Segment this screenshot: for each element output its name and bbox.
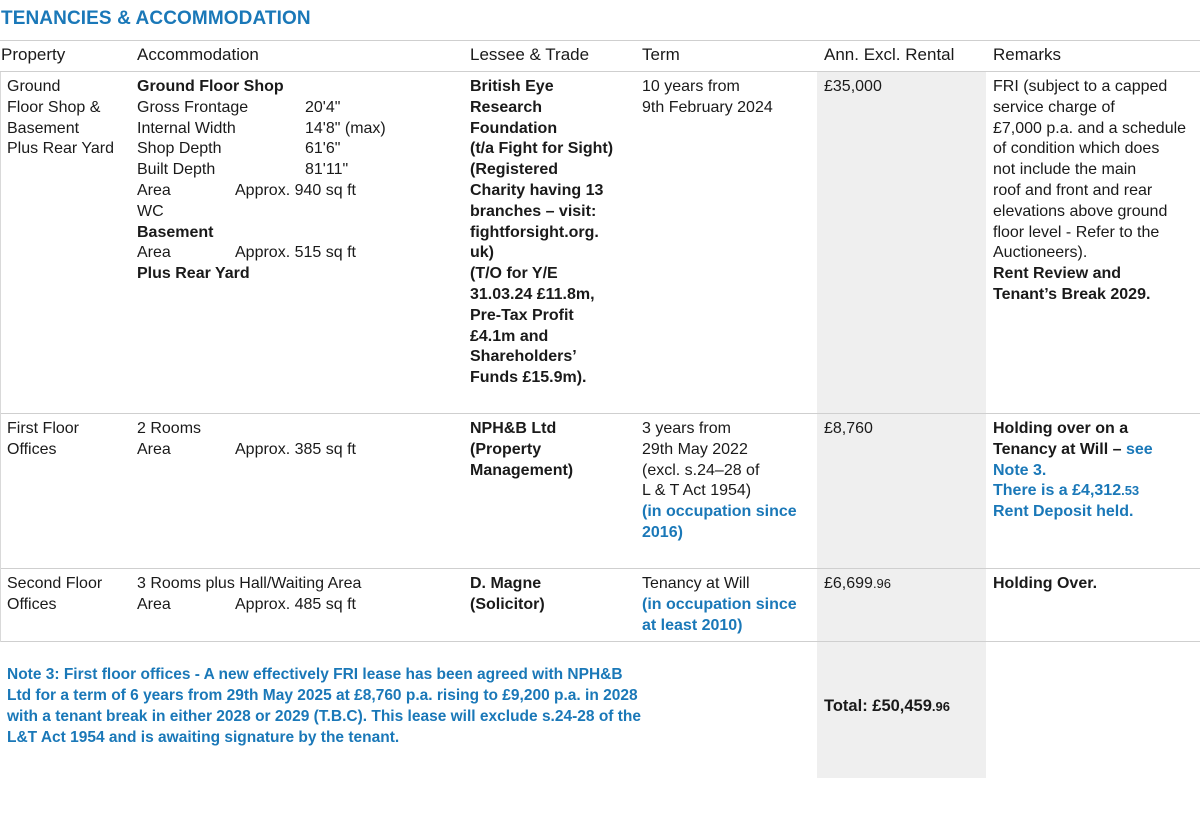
internal-width-value: 14'8" (max) — [305, 119, 386, 137]
row2-rental — [824, 419, 873, 440]
row2-occupation-note: (in occupation since — [642, 503, 797, 521]
row1-property-line: Basement — [7, 119, 80, 137]
row2-term-line: (excl. s.24–28 of — [642, 461, 760, 479]
row3-rental — [824, 574, 891, 595]
row3-rooms: 3 Rooms plus Hall/Waiting Area — [137, 575, 362, 592]
area-value: Approx. 940 sq ft — [235, 181, 356, 199]
table-left-rule — [0, 72, 1, 642]
row3-lessee-line: D. Magne — [470, 575, 542, 592]
row1-lessee-line: (T/O for Y/E — [470, 265, 558, 283]
gross-frontage-value: 20'4" — [305, 98, 341, 116]
row2-lessee-line: (Property — [470, 440, 542, 458]
basement-area-label: Area — [137, 244, 171, 262]
row1-term — [642, 77, 773, 119]
row1-lessee-line: Funds £15.9m). — [470, 369, 587, 387]
row3-property — [7, 574, 102, 616]
row2-property-line: First Floor — [7, 420, 79, 437]
row2-rental-value: £8,760 — [824, 420, 873, 437]
row1-term-line: 9th February 2024 — [642, 98, 773, 116]
header-accommodation: Accommodation — [137, 45, 259, 64]
row1-lessee-line: (Registered — [470, 161, 559, 179]
row-divider-1 — [0, 413, 1200, 414]
row1-property-line: Floor Shop & — [7, 98, 101, 116]
shop-heading: Ground Floor Shop — [137, 78, 284, 95]
total-label: Total: £50,459 — [824, 697, 932, 715]
row3-lessee-line: (Solicitor) — [470, 595, 545, 613]
row1-remarks-line: Auctioneers). — [993, 244, 1088, 262]
row1-remarks-line: of condition which does — [993, 140, 1160, 158]
header-top-rule — [0, 40, 1200, 41]
row2-occupation-note: 2016) — [642, 523, 683, 541]
row3-rental-pence: .96 — [872, 576, 892, 591]
row1-lessee — [470, 77, 613, 389]
row1-rental — [824, 77, 882, 98]
row1-remarks — [993, 77, 1186, 306]
row1-property-line: Ground — [7, 78, 61, 95]
row2-lessee — [470, 419, 573, 481]
row2-accommodation — [137, 419, 356, 461]
row3-occupation-note: at least 2010) — [642, 616, 743, 634]
built-depth-value: 81'11" — [305, 161, 349, 179]
row3-occupation-note: (in occupation since — [642, 595, 797, 613]
row1-remarks-bold-line: Tenant’s Break 2029. — [993, 285, 1151, 303]
row1-lessee-line: 31.03.24 £11.8m, — [470, 285, 595, 303]
row1-lessee-line: British Eye — [470, 78, 554, 95]
note-3: Note 3: First floor offices - A new effectively FRI lease has been agreed with NPH&B Ltd for a term of 6 years from 29th May 2025 at £8,760 p.a. rising to £9,200 p.a. in 2028 with a tenant break in either 2028 or 2029 (T.B.C). This lease will exclude s.24-28 of the L&T Act 1954 and is awaiting signature by the tenant. — [7, 666, 642, 746]
row2-deposit-pence: .53 — [1121, 483, 1140, 499]
row2-remarks-line: Tenancy at Will – — [993, 440, 1122, 458]
row2-lessee-line: NPH&B Ltd — [470, 420, 557, 437]
row2-lessee-line: Management) — [470, 461, 574, 479]
header-property: Property — [1, 45, 66, 64]
row3-term-line: Tenancy at Will — [642, 575, 750, 592]
row1-accommodation — [137, 77, 457, 285]
basement-heading: Basement — [137, 223, 214, 241]
row1-property-line: Plus Rear Yard — [7, 140, 115, 158]
total-pence: .96 — [931, 699, 950, 714]
row1-lessee-line: Research — [470, 98, 543, 116]
row1-term-line: 10 years from — [642, 78, 740, 95]
row3-rental-value: £6,699 — [824, 575, 873, 592]
row3-lessee — [470, 574, 545, 616]
row3-remarks — [993, 574, 1097, 595]
row2-remarks-line: Holding over on a — [993, 420, 1129, 437]
row2-rooms: 2 Rooms — [137, 420, 202, 437]
row2-deposit-text: Rent Deposit held. — [993, 503, 1134, 521]
row1-remarks-line: elevations above ground — [993, 202, 1168, 220]
row1-remarks-line: not include the main — [993, 161, 1137, 179]
row3-property-line: Second Floor — [7, 575, 103, 592]
row3-area-label: Area — [137, 595, 171, 613]
row1-lessee-line: uk) — [470, 244, 494, 262]
wc-label: WC — [137, 202, 164, 220]
row3-term — [642, 574, 797, 636]
row1-property — [7, 77, 114, 160]
header-term: Term — [642, 45, 680, 64]
row2-area-label: Area — [137, 440, 171, 458]
row2-remarks-see: see — [1125, 440, 1153, 458]
row2-property — [7, 419, 79, 461]
header-lessee: Lessee & Trade — [470, 45, 590, 64]
row2-remarks — [993, 419, 1153, 523]
row2-term-line: 3 years from — [642, 420, 731, 437]
shop-depth-value: 61'6" — [305, 140, 341, 158]
built-depth-label: Built Depth — [137, 161, 216, 179]
row2-term — [642, 419, 797, 544]
shop-depth-label: Shop Depth — [137, 140, 222, 158]
row2-area-value: Approx. 385 sq ft — [235, 440, 356, 458]
row1-rental-value: £35,000 — [824, 78, 882, 95]
header-bottom-rule — [0, 71, 1200, 72]
header-remarks: Remarks — [993, 45, 1062, 64]
row2-term-line: 29th May 2022 — [642, 440, 748, 458]
row1-lessee-line: (t/a Fight for Sight) — [470, 140, 614, 158]
row1-remarks-line: £7,000 p.a. and a schedule — [993, 119, 1187, 137]
row3-remarks-line: Holding Over. — [993, 575, 1098, 592]
row1-remarks-line: FRI (subject to a capped — [993, 78, 1168, 95]
gross-frontage-label: Gross Frontage — [137, 98, 249, 116]
area-label: Area — [137, 181, 171, 199]
row2-property-line: Offices — [7, 440, 57, 458]
row1-lessee-line: £4.1m and — [470, 327, 549, 345]
row2-deposit-amount: There is a £4,312 — [993, 482, 1122, 500]
row2-remarks-note-ref: Note 3. — [993, 461, 1047, 479]
row1-lessee-line: fightforsight.org. — [470, 223, 599, 241]
row2-term-line: L & T Act 1954) — [642, 482, 752, 500]
internal-width-label: Internal Width — [137, 119, 236, 137]
row-divider-3 — [0, 641, 1200, 642]
yard-heading: Plus Rear Yard — [137, 265, 250, 283]
row1-lessee-line: branches – visit: — [470, 202, 597, 220]
rental-total — [824, 697, 950, 716]
row3-area-value: Approx. 485 sq ft — [235, 595, 356, 613]
row3-property-line: Offices — [7, 595, 57, 613]
basement-area-value: Approx. 515 sq ft — [235, 244, 356, 262]
row1-remarks-line: service charge of — [993, 98, 1115, 116]
row1-lessee-line: Shareholders’ — [470, 348, 577, 366]
row1-lessee-line: Pre-Tax Profit — [470, 306, 574, 324]
row1-remarks-line: floor level - Refer to the — [993, 223, 1160, 241]
row3-accommodation — [137, 574, 361, 616]
row1-remarks-line: roof and front and rear — [993, 181, 1153, 199]
row1-lessee-line: Charity having 13 — [470, 181, 604, 199]
row1-lessee-line: Foundation — [470, 119, 558, 137]
row1-remarks-bold-line: Rent Review and — [993, 265, 1122, 283]
page-title: TENANCIES & ACCOMMODATION — [1, 8, 311, 29]
row-divider-2 — [0, 568, 1200, 569]
header-rental: Ann. Excl. Rental — [824, 45, 955, 64]
